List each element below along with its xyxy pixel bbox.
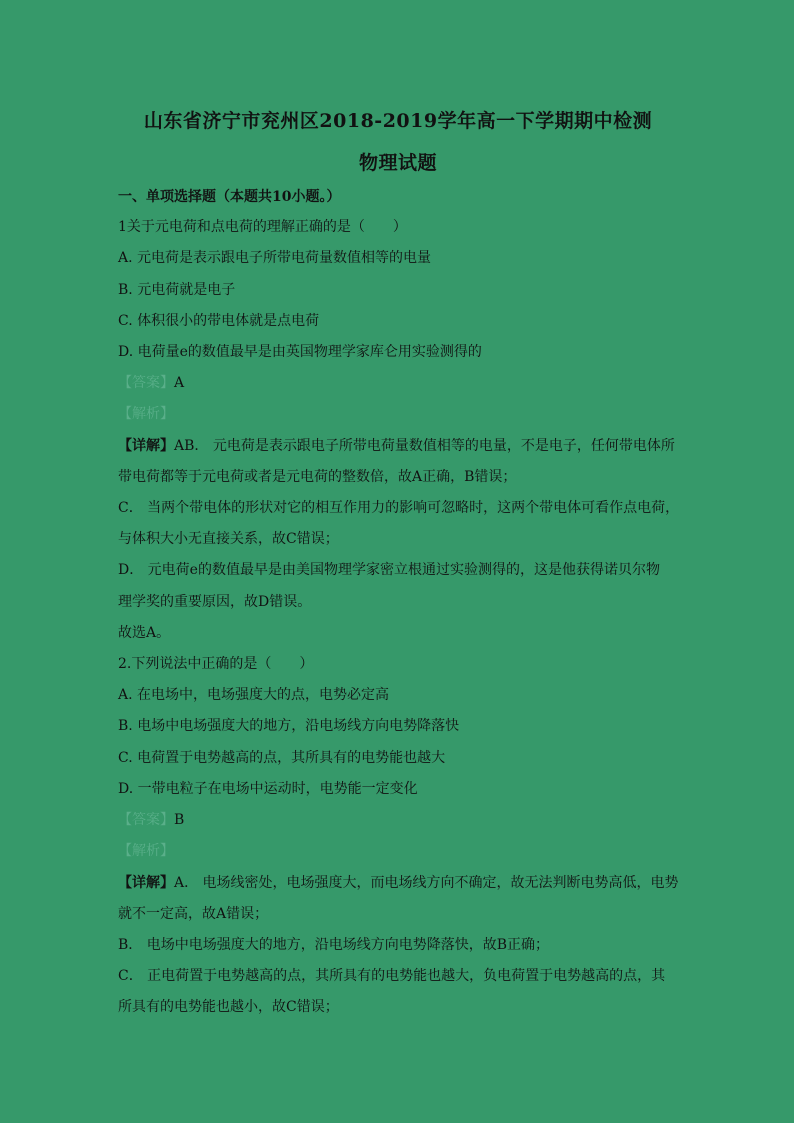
q1-stem: 1关于元电荷和点电荷的理解正确的是（ ） bbox=[118, 219, 407, 235]
q1-detail-line-6: 理学奖的重要原因，故D错误。 bbox=[118, 594, 312, 610]
q1-detail-text-1: AB． 元电荷是表示跟电子所带电荷量数值相等的电量，不是电子，任何带电体所 bbox=[174, 438, 675, 454]
q1-detail-line-4: 与体积大小无直接关系，故C错误； bbox=[118, 531, 339, 547]
q2-detail-line-4: C． 正电荷置于电势越高的点，其所具有的电势能也越大，负电荷置于电势越高的点，其 bbox=[118, 968, 666, 984]
document-subtitle: 物理试题 bbox=[358, 152, 437, 174]
q1-analysis-tag: 【解析】 bbox=[118, 406, 174, 422]
q2-analysis-tag: 【解析】 bbox=[118, 843, 174, 859]
q2-option-b: B. 电场中电场强度大的地方，沿电场线方向电势降落快 bbox=[118, 718, 460, 734]
q1-detail-line-5: D． 元电荷e的数值最早是由美国物理学家密立根通过实验测得的，这是他获得诺贝尔物 bbox=[118, 562, 660, 578]
q2-answer-value: B bbox=[174, 812, 185, 828]
q2-answer-line bbox=[118, 811, 184, 829]
q1-detail-line-1 bbox=[118, 437, 675, 455]
q2-analysis-line bbox=[118, 842, 174, 860]
q1-option-a: A. 元电荷是表示跟电子所带电荷量数值相等的电量 bbox=[118, 250, 432, 266]
q1-analysis-line bbox=[118, 405, 174, 423]
q1-option-b: B. 元电荷就是电子 bbox=[118, 282, 236, 298]
q2-detail-line-2: 就不一定高，故A错误； bbox=[118, 906, 269, 922]
q2-option-c: C. 电荷置于电势越高的点，其所具有的电势能也越大 bbox=[118, 750, 446, 766]
q2-detail-line-1 bbox=[118, 874, 679, 892]
document-page bbox=[118, 0, 688, 1123]
q2-answer-tag: 【答案】 bbox=[118, 812, 174, 828]
q2-stem: 2.下列说法中正确的是（ ） bbox=[118, 656, 314, 672]
section-heading: 一、单项选择题（本题共10小题。） bbox=[118, 189, 341, 205]
q2-detail-line-3: B． 电场中电场强度大的地方，沿电场线方向电势降落快，故B正确； bbox=[118, 937, 550, 953]
q2-detail-tag: 【详解】 bbox=[118, 875, 174, 891]
q2-option-a: A. 在电场中，电场强度大的点，电势必定高 bbox=[118, 687, 390, 703]
q1-detail-tag: 【详解】 bbox=[118, 438, 174, 454]
q1-option-c: C. 体积很小的带电体就是点电荷 bbox=[118, 313, 320, 329]
q2-detail-line-5: 所具有的电势能也越小，故C错误； bbox=[118, 999, 339, 1015]
q1-conclusion: 故选A。 bbox=[118, 625, 171, 641]
document-title: 山东省济宁市兖州区2018-2019学年高一下学期期中检测 bbox=[143, 110, 653, 132]
q1-option-d: D. 电荷量e的数值最早是由英国物理学家库仑用实验测得的 bbox=[118, 344, 482, 360]
q2-option-d: D. 一带电粒子在电场中运动时，电势能一定变化 bbox=[118, 781, 418, 797]
q1-detail-line-2: 带电荷都等于元电荷或者是元电荷的整数倍，故A正确，B错误； bbox=[118, 469, 517, 485]
q1-answer-value: A bbox=[174, 375, 185, 391]
q1-answer-line bbox=[118, 374, 184, 392]
q1-answer-tag: 【答案】 bbox=[118, 375, 174, 391]
q1-detail-line-3: C． 当两个带电体的形状对它的相互作用力的影响可忽略时，这两个带电体可看作点电荷， bbox=[118, 500, 680, 516]
q2-detail-text-1: A． 电场线密处，电场强度大，而电场线方向不确定，故无法判断电势高低，电势 bbox=[174, 875, 679, 891]
